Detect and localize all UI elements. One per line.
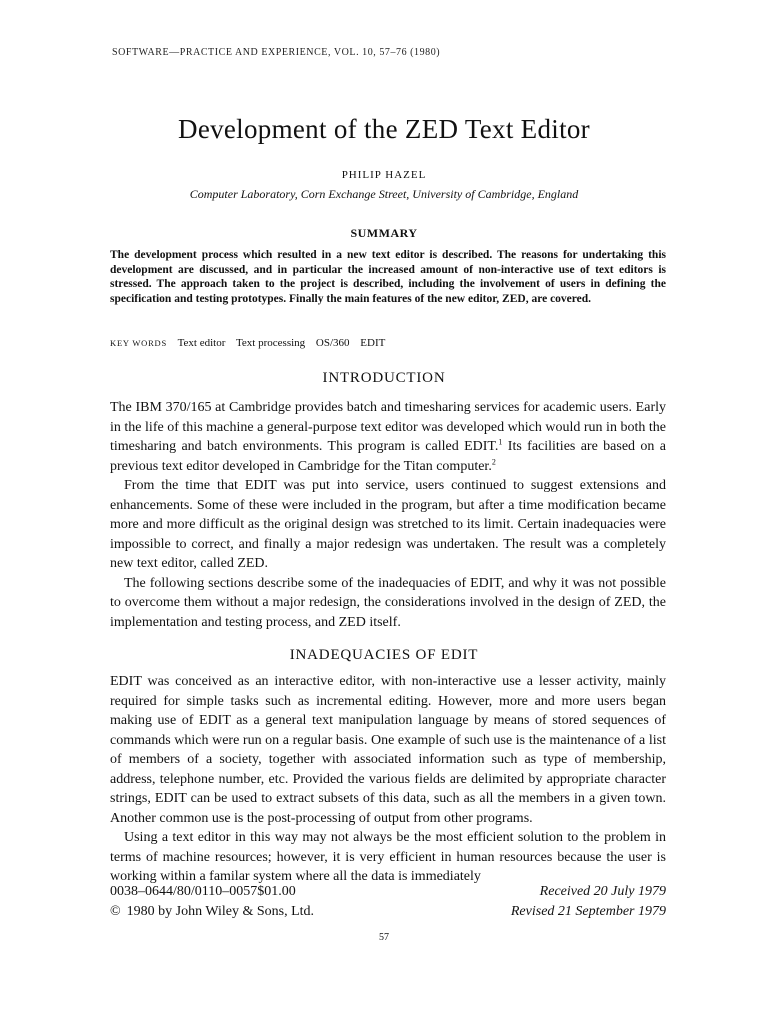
- footer-row: [110, 882, 666, 902]
- article-code: 0038–0644/80/0110–0057$01.00: [110, 884, 296, 899]
- revised-date: Revised 21 September 1979: [510, 903, 666, 919]
- reference-marker: 2: [491, 456, 496, 466]
- introduction-heading: INTRODUCTION: [322, 370, 446, 386]
- page-number: 57: [379, 932, 389, 943]
- inadequacies-heading: INADEQUACIES OF EDIT: [289, 647, 479, 663]
- summary-heading: SUMMARY: [350, 226, 418, 240]
- key-word-item: Text processing: [235, 337, 306, 349]
- introduction-body: [110, 398, 666, 632]
- inadequacies-paragraph: Using a text editor in this way may not always be the most efficient solution to the problem in terms of machine resources; however, it is very efficient in human resources because the user is working within a familar system where all the data is immediately: [110, 830, 666, 884]
- running-head: SOFTWARE—PRACTICE AND EXPERIENCE, VOL. 10, 57–76 (1980): [112, 47, 441, 58]
- reference-marker: 1: [498, 437, 503, 447]
- key-words-label: KEY WORDS: [110, 338, 168, 348]
- footer-row: [110, 902, 666, 922]
- copyright-symbol: ©: [110, 903, 121, 919]
- introduction-paragraph: The following sections describe some of the inadequacies of EDIT, and why it was not possible to overcome them without a major redesign, the considerations involved in the design of ZED, the implementation and testing process, and ZED itself.: [110, 575, 666, 630]
- paper-title: Development of the ZED Text Editor: [178, 114, 590, 144]
- summary-text: The development process which resulted in a new text editor is described. The reasons for undertaking this development are discussed, and in particular the increased amount of non-interactive use of text editors is stressed. The approach taken to the project is described, including the involvement of users in defining the specification and testing prototypes. Finally the main features of the new editor, ZED, are covered.: [110, 249, 666, 305]
- introduction-paragraph: From the time that EDIT was put into service, users continued to suggest extensions and enhancements. Some of these were included in the program, but after a time modification became more and more difficult as the original design was stretched to its limit. Certain inadequacies were impossible to correct, and finally a major redesign was undertaken. The result was a completely new text editor, called ZED.: [110, 478, 666, 571]
- introduction-text: The IBM 370/165 at Cambridge provides batch and timesharing services for academic users. Early in the life of this machine a general-purpose text editor was developed which would run in both the timesharing and batch environments. This program is called EDIT.: [110, 400, 666, 454]
- author-name: PHILIP HAZEL: [341, 169, 427, 181]
- key-word-item: OS/360: [315, 337, 350, 349]
- key-word-item: Text editor: [177, 337, 226, 349]
- key-words: [110, 337, 393, 349]
- introduction-text: Its facilities are based on a previous text editor developed in Cambridge for the Titan computer.: [110, 439, 666, 474]
- inadequacies-body: [110, 672, 666, 887]
- inadequacies-paragraph: EDIT was conceived as an interactive editor, with non-interactive use a lesser activity, mainly required for simple tasks such as incremental editing. However, more and more users began making use of EDIT as a general text manipulation language by means of stored sequences of commands which were run on a regular basis. One example of such use is the maintenance of a list of members of a society, together with associated information such as type of membership, address, telephone number, etc. Provided the various fields are delimited by appropriate character strings, EDIT can be used to extract subsets of this data, such as all the members in a given town. Another common use is the post-processing of output from other programs.: [110, 674, 666, 826]
- key-word-item: EDIT: [360, 337, 386, 349]
- introduction-paragraph: [110, 398, 666, 476]
- copyright-text: 1980 by John Wiley & Sons, Ltd.: [126, 903, 315, 919]
- footer-block: [110, 882, 666, 921]
- copyright-line: [110, 902, 314, 922]
- received-date: Received 20 July 1979: [539, 884, 666, 899]
- author-affiliation: Computer Laboratory, Corn Exchange Street, University of Cambridge, England: [189, 187, 579, 201]
